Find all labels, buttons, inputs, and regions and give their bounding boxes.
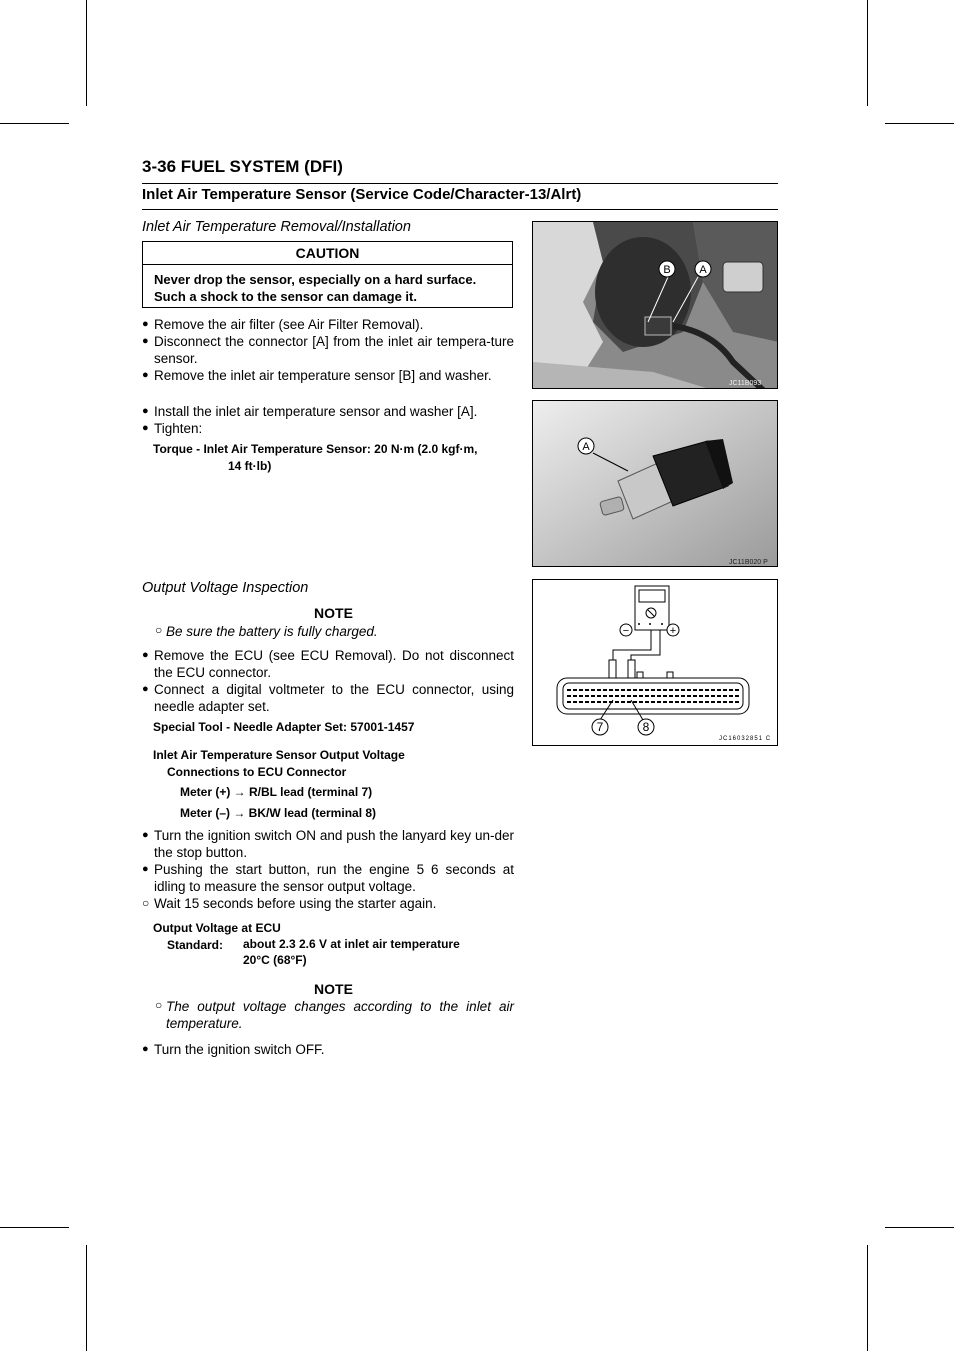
sensor-location-photo: [532, 221, 778, 389]
standard-value-line1: about 2.3 2.6 V at inlet air temperature: [243, 937, 460, 951]
section-rule: [142, 209, 778, 210]
standard-label: Standard:: [167, 938, 224, 952]
figure-code: JC16032851 C: [719, 736, 772, 742]
note-label: NOTE: [314, 605, 353, 621]
wiring-diagram: [533, 580, 778, 746]
list-item: ● Tighten:: [142, 421, 203, 436]
terminal-8-label: 8: [642, 720, 650, 734]
sensor-photo: [532, 400, 778, 567]
list-item: ● Connect a digital voltmeter to the ECU connector, using needle adapter set.: [142, 682, 514, 714]
connections-title-line2: Connections to ECU Connector: [167, 765, 347, 779]
inspection-title: Output Voltage Inspection: [142, 580, 309, 596]
note-item: ○ Be sure the battery is fully charged.: [155, 623, 378, 639]
photo-illustration: [533, 222, 778, 389]
meter-negative: Meter (–) → BK/W lead (terminal 8): [180, 806, 377, 820]
list-item: ● Remove the ECU (see ECU Removal). Do not disconnect the ECU connector.: [142, 648, 514, 680]
bullet-icon: ●: [142, 829, 149, 841]
removal-title: Inlet Air Temperature Removal/Installation: [142, 219, 411, 235]
output-voltage-title: Output Voltage at ECU: [153, 921, 281, 935]
list-item: ○ Wait 15 seconds before using the starter again.: [142, 896, 437, 911]
label-a: A: [699, 264, 707, 276]
bullet-icon: ●: [142, 369, 149, 381]
note-item: ○ The output voltage changes according to the inlet air temperature.: [155, 998, 514, 1031]
standard-value-line2: 20°C (68°F): [243, 953, 307, 967]
special-tool: Special Tool - Needle Adapter Set: 57001-1457: [153, 720, 415, 734]
bullet-icon: ●: [142, 649, 149, 661]
crop-mark: [86, 0, 87, 106]
list-item: ● Install the inlet air temperature sensor and washer [A].: [142, 404, 478, 419]
note-label: NOTE: [314, 981, 353, 997]
list-item: ● Remove the inlet air temperature sensor [B] and washer.: [142, 368, 492, 383]
crop-mark: [0, 123, 69, 124]
meter-positive: Meter (+) → R/BL lead (terminal 7): [180, 785, 373, 799]
header-rule: [142, 183, 778, 184]
crop-mark: [867, 1245, 868, 1351]
caution-text-line2: Such a shock to the sensor can damage it.: [154, 289, 417, 304]
list-item: ● Remove the air filter (see Air Filter Removal).: [142, 317, 424, 332]
crop-mark: [867, 0, 868, 106]
bullet-icon: ●: [142, 863, 149, 875]
plus-terminal: +: [669, 625, 677, 637]
bullet-icon: ●: [142, 318, 149, 330]
section-title: Inlet Air Temperature Sensor (Service Code/Character-13/Alrt): [142, 186, 582, 203]
circle-bullet-icon: ○: [155, 623, 163, 637]
torque-spec-line1: Torque - Inlet Air Temperature Sensor: 20 N·m (2.0 kgf·m,: [153, 442, 478, 456]
crop-mark: [885, 123, 954, 124]
minus-terminal: −: [622, 625, 630, 637]
voltmeter-diagram: [532, 579, 778, 746]
figure-code: JC11B020 P: [729, 559, 768, 566]
photo-illustration: [533, 401, 778, 567]
bullet-icon: ●: [142, 1043, 149, 1055]
list-item: ● Turn the ignition switch OFF.: [142, 1042, 325, 1057]
label-a: A: [582, 441, 590, 453]
list-item: ● Disconnect the connector [A] from the inlet air tempera-ture sensor.: [142, 334, 514, 366]
caution-text-line1: Never drop the sensor, especially on a hard surface.: [154, 272, 477, 287]
bullet-icon: ●: [142, 405, 149, 417]
bullet-icon: ●: [142, 335, 149, 347]
crop-mark: [0, 1227, 69, 1228]
bullet-icon: ●: [142, 683, 149, 695]
circle-bullet-icon: ○: [155, 998, 163, 1012]
bullet-icon: ●: [142, 422, 149, 434]
caution-box: [142, 241, 513, 308]
label-b: B: [663, 264, 671, 276]
list-item: ● Pushing the start button, run the engine 5 6 seconds at idling to measure the sensor output voltage.: [142, 862, 514, 894]
terminal-7-label: 7: [596, 720, 604, 734]
list-item: ● Turn the ignition switch ON and push the lanyard key un-der the stop button.: [142, 828, 514, 860]
circle-bullet-icon: ○: [142, 896, 150, 910]
crop-mark: [86, 1245, 87, 1351]
torque-spec-line2: 14 ft·lb): [228, 459, 272, 473]
caution-label: CAUTION: [143, 242, 512, 265]
figure-code: JC11B093: [729, 380, 762, 387]
page-title: 3-36 FUEL SYSTEM (DFI): [142, 157, 343, 176]
connections-title-line1: Inlet Air Temperature Sensor Output Voltage: [153, 748, 405, 762]
crop-mark: [885, 1227, 954, 1228]
